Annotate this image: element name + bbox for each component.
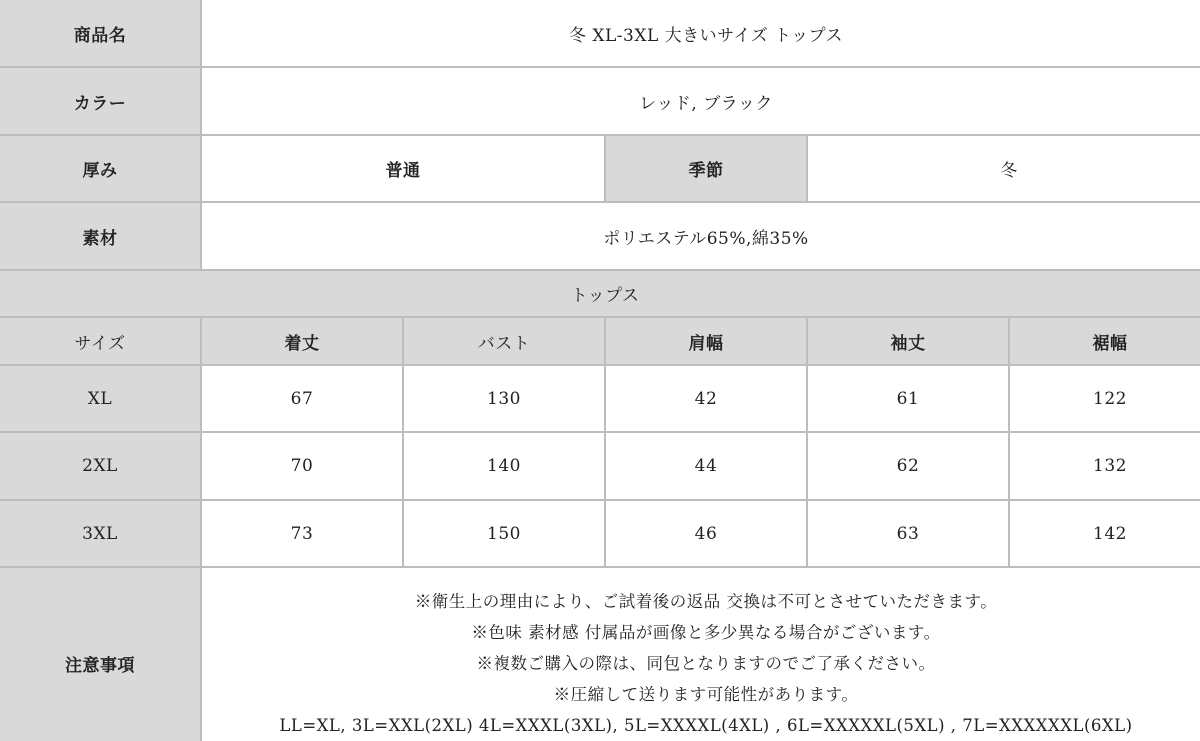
thickness-label: 厚み: [0, 136, 200, 201]
size-cell: 46: [606, 501, 806, 566]
size-header-bust: バスト: [404, 318, 604, 364]
size-header-shoulder: 肩幅: [606, 318, 806, 364]
size-row-label: XL: [0, 366, 200, 431]
size-cell: 140: [404, 433, 604, 499]
size-header-length: 着丈: [202, 318, 402, 364]
size-cell: 130: [404, 366, 604, 431]
size-cell: 132: [1010, 433, 1200, 499]
size-cell: 70: [202, 433, 402, 499]
size-header-hem: 裾幅: [1010, 318, 1200, 364]
material-value: ポリエステル65%,綿35%: [202, 203, 1200, 269]
size-cell: 42: [606, 366, 806, 431]
season-value: 冬: [808, 136, 1200, 201]
size-cell: 63: [808, 501, 1008, 566]
note-line: LL=XL, 3L=XXL(2XL) 4L=XXXL(3XL), 5L=XXXXL(4XL) , 6L=XXXXXL(5XL) , 7L=XXXXXXL(6XL): [279, 716, 1133, 735]
thickness-value: 普通: [202, 136, 604, 201]
material-label: 素材: [0, 203, 200, 269]
product-name-label: 商品名: [0, 0, 200, 66]
notes-label: 注意事項: [0, 568, 200, 741]
size-cell: 67: [202, 366, 402, 431]
size-cell: 73: [202, 501, 402, 566]
color-value: レッド, ブラック: [202, 68, 1200, 134]
season-label: 季節: [606, 136, 806, 201]
size-cell: 150: [404, 501, 604, 566]
note-line: ※色味 素材感 付属品が画像と多少異なる場合がございます。: [471, 623, 941, 642]
product-name-value: 冬 XL-3XL 大きいサイズ トップス: [202, 0, 1200, 66]
size-row-label: 3XL: [0, 501, 200, 566]
size-cell: 44: [606, 433, 806, 499]
size-cell: 61: [808, 366, 1008, 431]
size-table-title: トップス: [0, 271, 1200, 316]
color-label: カラー: [0, 68, 200, 134]
size-cell: 122: [1010, 366, 1200, 431]
note-line: ※複数ご購入の際は、同包となりますのでご了承ください。: [476, 654, 936, 673]
size-cell: 142: [1010, 501, 1200, 566]
size-header-sleeve: 袖丈: [808, 318, 1008, 364]
notes-content: [202, 568, 1200, 741]
note-line: ※圧縮して送ります可能性があります。: [553, 685, 859, 704]
size-cell: 62: [808, 433, 1008, 499]
note-line: ※衛生上の理由により、ご試着後の返品 交換は不可とさせていただきます。: [414, 592, 998, 611]
size-row-label: 2XL: [0, 433, 200, 499]
size-header-size: サイズ: [0, 318, 200, 364]
